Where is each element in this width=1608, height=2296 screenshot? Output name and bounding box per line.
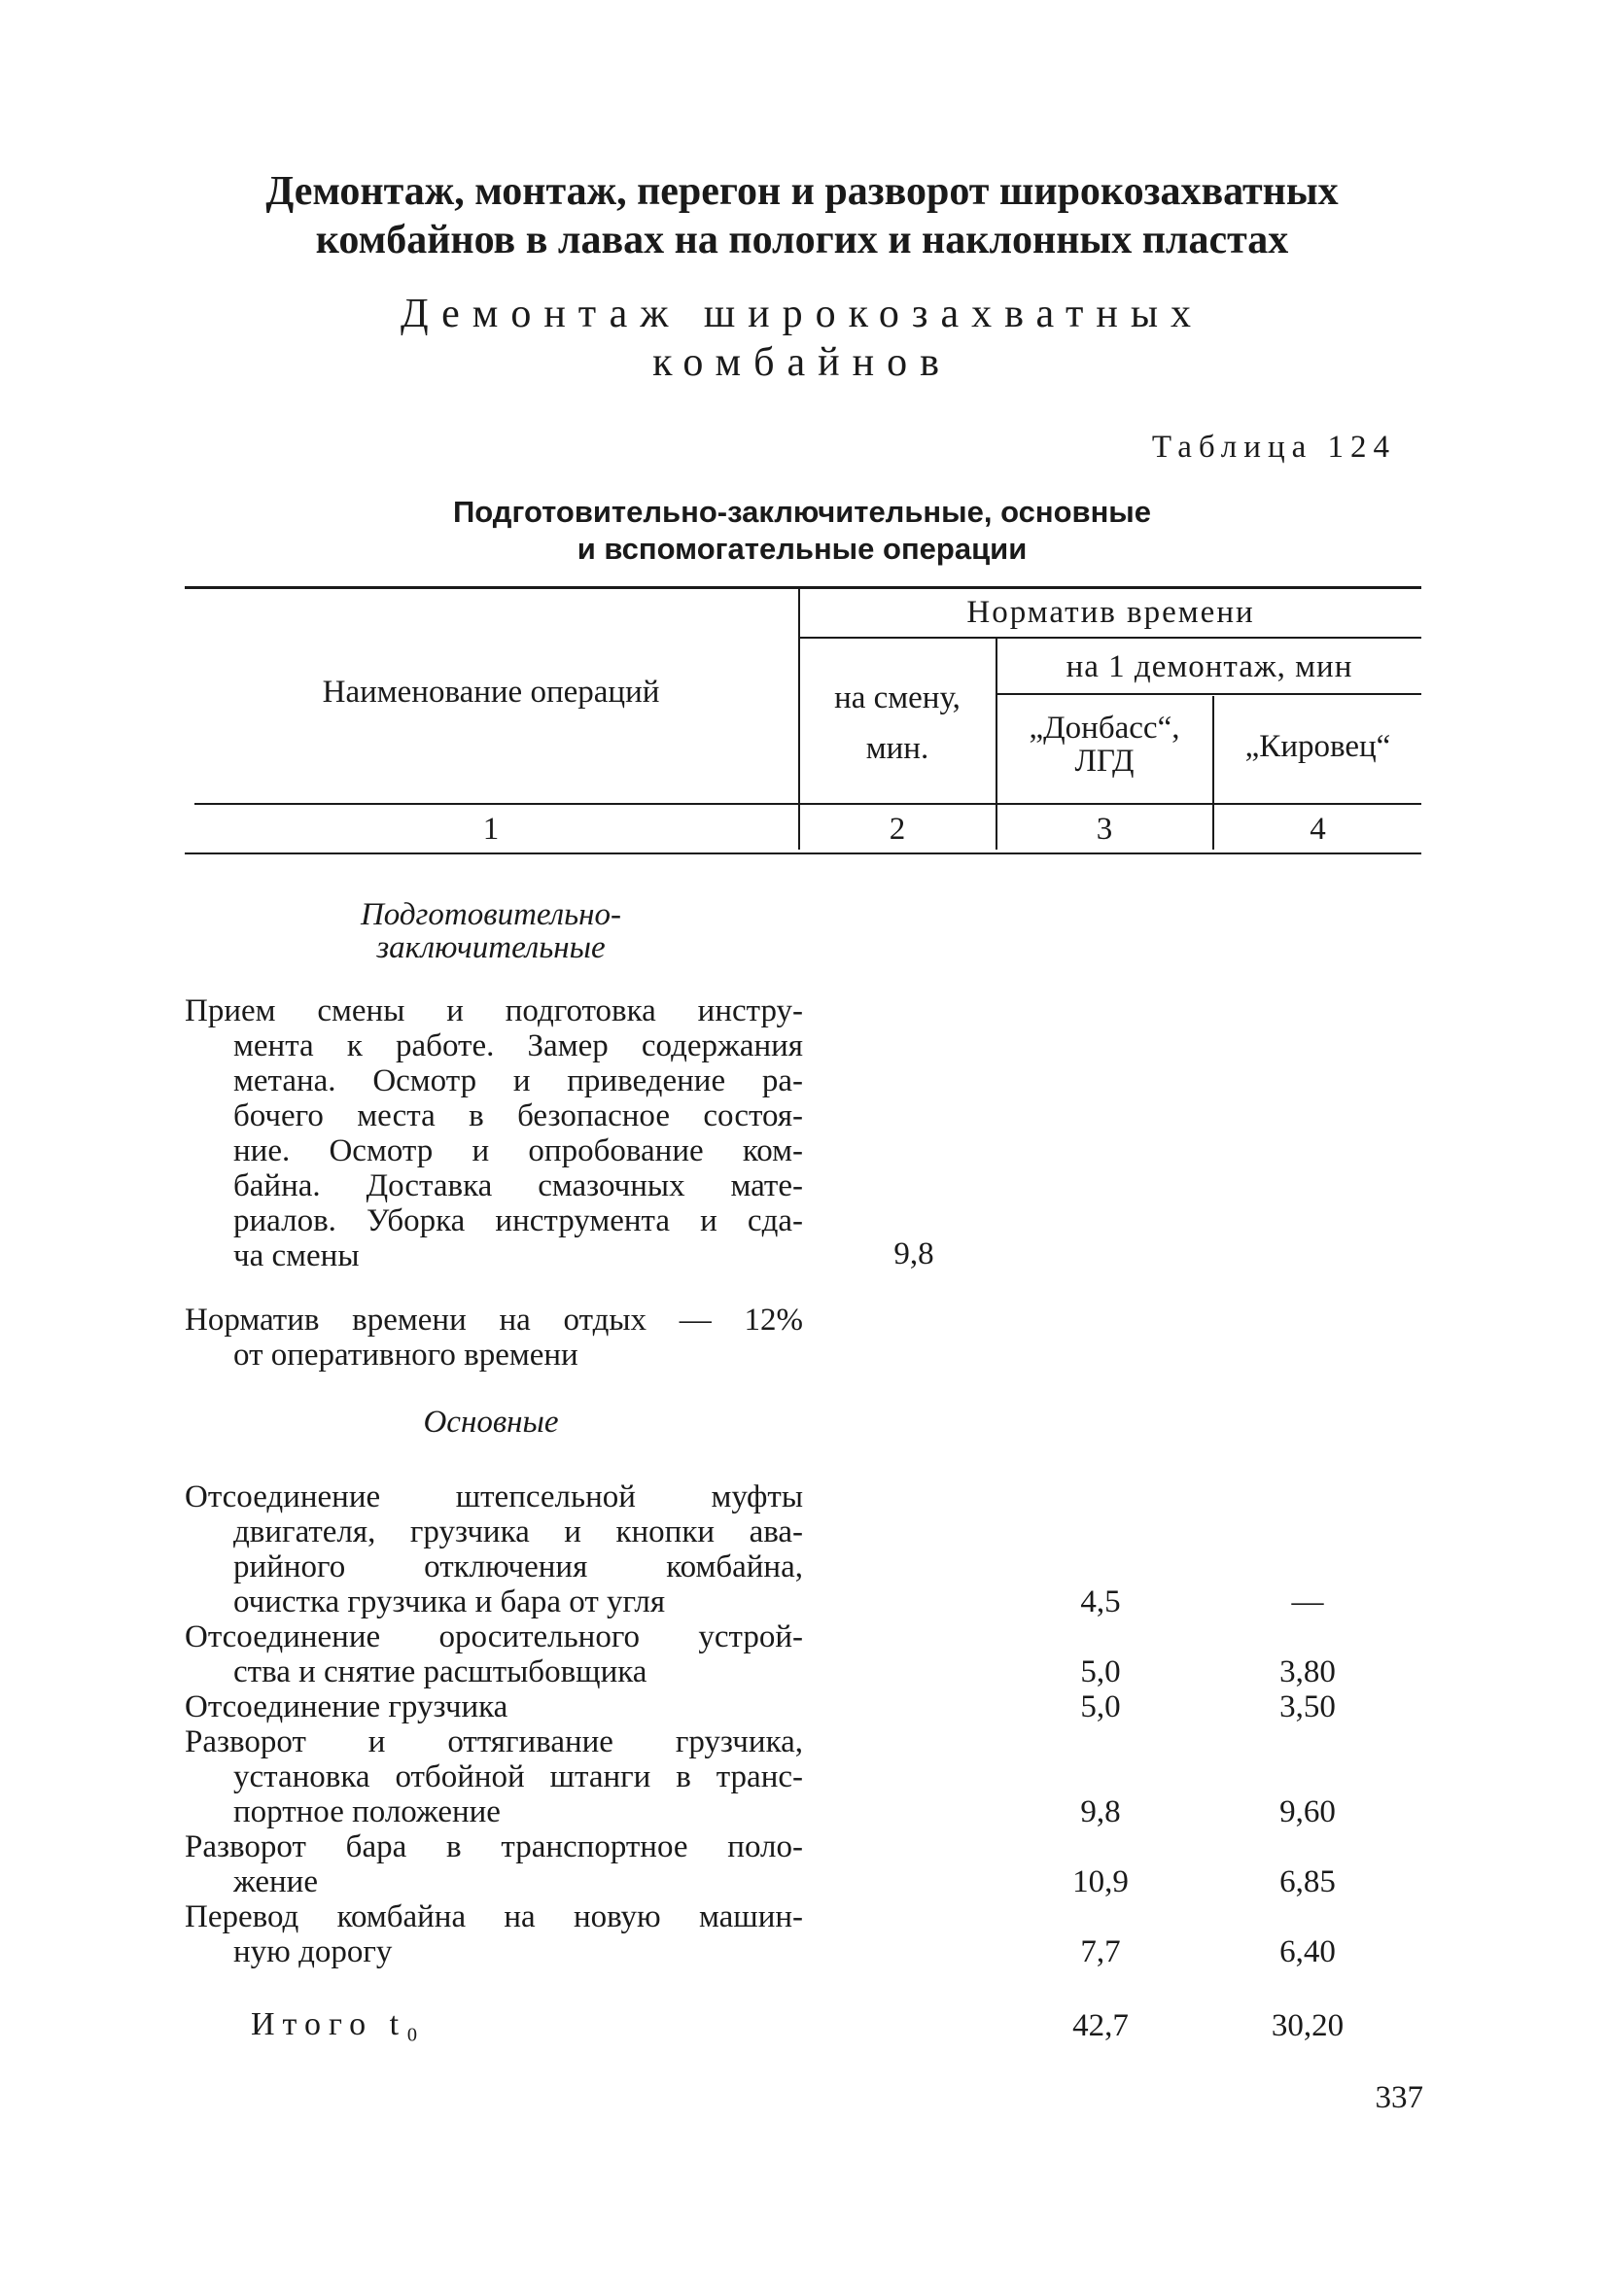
- operation-line: байна. Доставка смазочных мате-: [233, 1168, 803, 1203]
- header-bottom-rule: [194, 803, 1421, 805]
- table-number: Таблица 124: [1151, 430, 1396, 465]
- value-kirovets: —: [1291, 1584, 1324, 1619]
- operation-line: ние. Осмотр и опробование ком-: [233, 1133, 803, 1168]
- operation-line: Отсоединение оросительного устрой-: [185, 1619, 803, 1654]
- operation-line: ча смены: [233, 1238, 360, 1273]
- operation-line: ства и снятие расштыбовщика: [233, 1654, 647, 1689]
- rest-line1: Норматив времени на отдых — 12%: [185, 1303, 803, 1338]
- operation-line: метана. Осмотр и приведение ра-: [233, 1063, 803, 1098]
- operation-line: очистка грузчика и бара от угля: [233, 1584, 666, 1619]
- column-number-3: 3: [1096, 812, 1113, 847]
- value-per-shift-prep: 9,8: [893, 1236, 934, 1271]
- operation-line: установка отбойной штанги в транс-: [233, 1759, 803, 1794]
- value-donbass: 9,8: [1080, 1794, 1121, 1829]
- donbass-line2: ЛГД: [1074, 744, 1135, 779]
- operation-row: [185, 1899, 803, 1969]
- operation-shift-prep: [185, 993, 803, 1273]
- value-kirovets: 6,85: [1279, 1864, 1336, 1899]
- operation-row: [185, 1479, 803, 1619]
- value-kirovets: 3,50: [1279, 1689, 1336, 1724]
- value-kirovets: 6,40: [1279, 1934, 1336, 1969]
- operation-line: ную дорогу: [233, 1934, 393, 1969]
- operation-line: мента к работе. Замер содержания: [233, 1028, 803, 1063]
- operation-line: бочего места в безопасное состоя-: [233, 1098, 803, 1133]
- column-header-operation-name: Наименование операций: [322, 675, 660, 710]
- column-number-2: 2: [889, 812, 906, 847]
- column-header-donbass: [997, 712, 1211, 778]
- table-caption-line1: Подготовительно-заключительные, основные: [452, 495, 1152, 529]
- operation-row: [185, 1724, 803, 1829]
- section-heading-preparatory-line2: заключительные: [376, 930, 606, 965]
- column-header-kirovets: „Кировец“: [1244, 729, 1391, 764]
- operation-row: [185, 1689, 803, 1724]
- rest-allowance: [185, 1303, 803, 1373]
- section-title: [146, 167, 1458, 264]
- section-title-line1: Демонтаж, монтаж, перегон и разворот широкозахватных: [265, 169, 1339, 214]
- value-donbass: 10,9: [1072, 1864, 1129, 1899]
- column-header-time-norm: Норматив времени: [966, 595, 1255, 630]
- operation-line: риалов. Уборка инструмента и сда-: [233, 1203, 803, 1238]
- donbass-line1: „Донбасс“,: [1029, 711, 1180, 746]
- operation-line: рийного отключения комбайна,: [233, 1549, 803, 1584]
- operation-row: [185, 1619, 803, 1689]
- column-header-per-shift: [800, 673, 995, 774]
- operation-line: Отсоединение грузчика: [185, 1689, 508, 1724]
- subsection-title: [146, 290, 1458, 387]
- operation-line: двигателя, грузчика и кнопки ава-: [233, 1514, 803, 1549]
- value-donbass: 4,5: [1080, 1584, 1121, 1619]
- total-label: Итого t₀: [251, 2006, 426, 2042]
- subsection-title-line2: комбайнов: [652, 340, 952, 385]
- value-donbass: 5,0: [1080, 1654, 1121, 1689]
- operation-line: жение: [233, 1864, 318, 1899]
- column-number-1: 1: [482, 812, 500, 847]
- section-title-line2: комбайнов в лавах на пологих и наклонных пластах: [315, 218, 1289, 262]
- operation-line: Разворот бара в транспортное поло-: [185, 1829, 803, 1864]
- page-number: 337: [1375, 2080, 1423, 2115]
- operation-line: Прием смены и подготовка инстру-: [185, 993, 803, 1028]
- value-donbass: 5,0: [1080, 1689, 1121, 1724]
- table-top-rule: [185, 586, 1421, 589]
- total-donbass: 42,7: [1072, 2008, 1129, 2043]
- rest-line2: от оперативного времени: [233, 1338, 578, 1373]
- section-heading-main: Основные: [423, 1405, 559, 1440]
- section-heading-preparatory-line1: Подготовительно-: [360, 897, 622, 932]
- column-header-per-dismantle: на 1 демонтаж, мин: [1066, 649, 1353, 684]
- subsection-title-line1: Демонтаж широкозахватных: [400, 292, 1205, 336]
- operation-line: Перевод комбайна на новую машин-: [185, 1899, 803, 1934]
- operation-row: [185, 1829, 803, 1899]
- operation-line: портное положение: [233, 1794, 501, 1829]
- per-shift-line2: мин.: [865, 731, 929, 766]
- value-donbass: 7,7: [1080, 1934, 1121, 1969]
- table-caption: [146, 494, 1458, 568]
- value-kirovets: 3,80: [1279, 1654, 1336, 1689]
- per-shift-line1: на смену,: [834, 680, 961, 715]
- dismantle-underline: [997, 693, 1421, 695]
- table-caption-line2: и вспомогательные операции: [577, 532, 1028, 566]
- section-heading-preparatory: [185, 898, 797, 964]
- total-kirovets: 30,20: [1271, 2008, 1345, 2043]
- colnum-bottom-rule: [185, 852, 1421, 854]
- operation-line: Разворот и оттягивание грузчика,: [185, 1724, 803, 1759]
- column-number-4: 4: [1310, 812, 1326, 847]
- operation-line: Отсоединение штепсельной муфты: [185, 1479, 803, 1514]
- value-kirovets: 9,60: [1279, 1794, 1336, 1829]
- norm-underline: [800, 637, 1421, 639]
